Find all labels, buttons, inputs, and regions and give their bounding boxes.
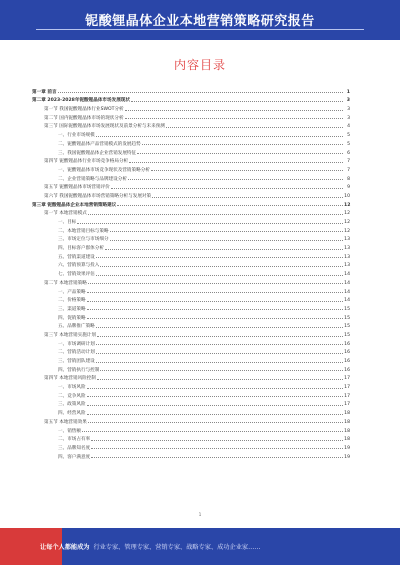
toc-entry-label: 五、营销渠道建设 xyxy=(58,254,95,260)
toc-entry-page: 5 xyxy=(347,141,350,147)
toc-entry-page: 3 xyxy=(347,115,350,121)
toc-leader-dots xyxy=(96,353,343,354)
toc-entry-label: 二、营销活动计划 xyxy=(58,350,95,356)
toc-entry-page: 12 xyxy=(344,202,351,208)
toc-entry[interactable] xyxy=(32,434,350,443)
toc-leader-dots xyxy=(151,170,343,171)
toc-entry-page: 14 xyxy=(344,272,350,278)
toc-entry-label: 一、行业市场规模 xyxy=(58,133,95,139)
toc-leader-dots xyxy=(129,162,343,163)
toc-leader-dots xyxy=(87,414,343,415)
toc-entry[interactable] xyxy=(32,251,350,260)
toc-leader-dots xyxy=(87,405,343,406)
toc-entry-label: 第六节 我国铌酸锂晶体市场营销策略分析与发展对策 xyxy=(44,193,152,199)
toc-entry[interactable] xyxy=(32,390,350,399)
toc-leader-dots xyxy=(88,214,343,215)
toc-entry[interactable] xyxy=(32,164,350,173)
toc-entry-label: 三、政策风险 xyxy=(58,402,86,408)
toc-entry[interactable] xyxy=(32,303,350,312)
toc-leader-dots xyxy=(96,344,343,345)
toc-entry-label: 四、促销策略 xyxy=(58,315,86,321)
toc-entry-page: 15 xyxy=(344,306,350,312)
toc-entry[interactable] xyxy=(32,86,350,95)
report-header-bar xyxy=(0,0,400,40)
toc-entry[interactable] xyxy=(32,95,350,104)
toc-entry[interactable] xyxy=(32,329,350,338)
toc-entry-label: 二、竞争风险 xyxy=(58,393,86,399)
toc-entry-page: 1 xyxy=(346,89,350,95)
toc-entry-page: 16 xyxy=(344,341,350,347)
toc-leader-dots xyxy=(58,92,343,93)
toc-leader-dots xyxy=(125,118,343,119)
toc-entry-label: 第二节 本地营销策略 xyxy=(44,280,87,286)
toc-entry-label: 第一节 我国铌酸锂晶体行业SWOT分析 xyxy=(44,107,124,113)
toc-entry-page: 16 xyxy=(344,359,350,364)
toc-entry-page: 17 xyxy=(344,402,350,408)
toc-entry[interactable] xyxy=(32,364,350,373)
toc-entry-page: 3 xyxy=(346,98,350,104)
toc-entry[interactable] xyxy=(32,260,350,269)
toc-entry-label: 六、营销预算与投入 xyxy=(58,263,100,269)
toc-entry-page: 16 xyxy=(344,350,350,356)
toc-entry-label: 第二章 2023-2028年铌酸锂晶体市场发展现状 xyxy=(32,98,130,104)
toc-entry[interactable] xyxy=(32,216,350,225)
toc-entry-label: 四、目标客户群体分析 xyxy=(58,246,104,252)
toc-entry-label: 二、铌酸锂晶体产品营销模式的发展趋势 xyxy=(58,141,141,147)
toc-leader-dots xyxy=(137,153,343,154)
toc-entry-label: 二、市场占有率 xyxy=(58,437,91,443)
toc-entry[interactable] xyxy=(32,147,350,156)
toc-entry-label: 第五节 本地营销效果 xyxy=(44,419,87,425)
toc-entry-page: 14 xyxy=(344,280,350,286)
toc-entry-label: 第五节 铌酸锂晶体市场营销评价 xyxy=(44,185,110,191)
toc-entry[interactable] xyxy=(32,286,350,295)
toc-entry-label: 一、市场调研计划 xyxy=(58,341,95,347)
toc-entry-label: 三、市场定位与市场细分 xyxy=(58,237,109,243)
toc-entry-page: 17 xyxy=(344,385,350,391)
toc-leader-dots xyxy=(87,388,343,389)
footer-slogan-roles: 行业专家、管理专家、营销专家、战略专家、成功企业家…… xyxy=(93,544,261,551)
toc-leader-dots xyxy=(87,301,343,302)
toc-leader-dots xyxy=(82,431,343,432)
toc-leader-dots xyxy=(87,396,343,397)
toc-leader-dots xyxy=(128,179,343,180)
toc-entry[interactable] xyxy=(32,312,350,321)
toc-leader-dots xyxy=(96,257,343,258)
toc-entry[interactable] xyxy=(32,347,350,356)
toc-leader-dots xyxy=(96,275,343,276)
toc-entry-page: 14 xyxy=(344,289,350,295)
toc-entry-label: 第三节 国际铌酸锂晶体市场发展现状及前景分析与未来预测 xyxy=(44,124,165,130)
toc-leader-dots xyxy=(91,448,343,449)
toc-entry[interactable] xyxy=(32,442,350,451)
toc-entry-page: 18 xyxy=(344,419,350,425)
toc-entry[interactable] xyxy=(32,129,350,138)
toc-entry[interactable] xyxy=(32,355,350,364)
toc-entry-label: 二、企业营销策略与品牌建设分析 xyxy=(58,176,127,182)
toc-entry[interactable] xyxy=(32,112,350,121)
toc-entry-label: 四、营销执行与控制 xyxy=(58,367,100,373)
toc-entry[interactable] xyxy=(32,121,350,130)
toc-entry[interactable] xyxy=(32,156,350,165)
toc-leader-dots xyxy=(110,240,343,241)
toc-entry-label: 三、品牌知名度 xyxy=(58,445,91,451)
toc-entry-label: 二、价格策略 xyxy=(58,298,86,304)
toc-entry-page: 18 xyxy=(344,437,350,443)
toc-entry[interactable] xyxy=(32,182,350,191)
toc-entry[interactable] xyxy=(32,234,350,243)
toc-entry-page: 7 xyxy=(347,159,350,165)
toc-leader-dots xyxy=(105,249,343,250)
footer-slogan xyxy=(40,542,261,551)
toc-entry-page: 15 xyxy=(344,324,350,330)
toc-entry-page: 3 xyxy=(347,107,350,113)
toc-entry-label: 第四节 铌酸锂晶体行业市场竞争格局分析 xyxy=(44,159,129,165)
toc-entry[interactable] xyxy=(32,199,350,208)
toc-leader-dots xyxy=(87,292,343,293)
report-title: 铌酸锂晶体企业本地营销策略研究报告 xyxy=(85,14,315,29)
toc-entry-page: 17 xyxy=(344,376,350,382)
toc-entry-label: 第一节 本地营销模式 xyxy=(44,211,87,217)
toc-leader-dots xyxy=(91,457,343,458)
toc-entry[interactable] xyxy=(32,242,350,251)
page-number: 1 xyxy=(198,512,202,517)
toc-entry[interactable] xyxy=(32,277,350,286)
toc-entry-page: 14 xyxy=(344,298,350,304)
toc-leader-dots xyxy=(97,379,343,380)
toc-entry-label: 四、经营风险 xyxy=(58,411,86,417)
toc-leader-dots xyxy=(125,110,343,111)
toc-leader-dots xyxy=(96,136,343,137)
header-divider xyxy=(36,29,364,30)
toc-entry[interactable] xyxy=(32,103,350,112)
toc-entry-page: 19 xyxy=(344,445,350,451)
footer-slogan-lead: 让每个人都能成为 xyxy=(40,544,90,551)
toc-entry-page: 16 xyxy=(344,367,350,373)
toc-leader-dots xyxy=(96,362,343,363)
toc-entry-label: 三、我国铌酸锂晶体企业营销发展特征 xyxy=(58,150,137,156)
toc-entry-label: 五、品牌推广策略 xyxy=(58,324,95,330)
toc-leader-dots xyxy=(152,197,343,198)
toc-entry-page: 13 xyxy=(344,246,350,252)
toc-leader-dots xyxy=(100,370,343,371)
toc-entry-label: 一、目标 xyxy=(58,220,77,225)
toc-entry-page: 13 xyxy=(344,237,350,243)
toc-entry-label: 第三章 铌酸锂晶体企业本地营销策略建议 xyxy=(32,202,117,208)
toc-entry[interactable] xyxy=(32,321,350,330)
toc-entry-page: 18 xyxy=(344,411,350,417)
toc-entry[interactable] xyxy=(32,407,350,416)
toc-entry-label: 第三节 本地营销实施计划 xyxy=(44,332,96,338)
toc-entry-page: 9 xyxy=(347,185,350,191)
toc-entry-label: 第四节 本地营销风险控制 xyxy=(44,376,96,382)
toc-leader-dots xyxy=(87,318,343,319)
toc-entry-page: 18 xyxy=(344,428,350,434)
toc-title: 内容目录 xyxy=(173,58,226,72)
toc-leader-dots xyxy=(111,188,343,189)
toc-leader-dots xyxy=(88,283,343,284)
toc-entry-page: 15 xyxy=(344,332,350,338)
toc-leader-dots xyxy=(77,223,343,224)
toc-leader-dots xyxy=(117,205,343,206)
toc-entry-page: 19 xyxy=(344,454,350,460)
toc-entry[interactable] xyxy=(32,338,350,347)
toc-leader-dots xyxy=(110,231,343,232)
toc-entry-page: 4 xyxy=(347,124,350,130)
toc-leader-dots xyxy=(142,144,343,145)
toc-entry-page: 15 xyxy=(344,315,350,321)
toc-entry-page: 12 xyxy=(344,220,350,225)
toc-entry-page: 13 xyxy=(344,254,350,260)
toc-entry-page: 10 xyxy=(344,193,350,199)
toc-entry-page: 12 xyxy=(344,211,350,217)
toc-entry-label: 一、铌酸锂晶体市场竞争现状及营销策略分析 xyxy=(58,167,150,173)
toc-entry-page: 12 xyxy=(344,228,350,234)
toc-entry-label: 第一章 前言 xyxy=(32,89,57,95)
toc-leader-dots xyxy=(91,440,343,441)
table-of-contents xyxy=(32,86,350,460)
toc-entry-label: 一、市场风险 xyxy=(58,385,86,391)
toc-entry-page: 13 xyxy=(344,263,350,269)
toc-entry[interactable] xyxy=(32,295,350,304)
toc-entry-label: 一、销售额 xyxy=(58,428,81,434)
toc-leader-dots xyxy=(88,422,343,423)
toc-entry-label: 三、营销团队建设 xyxy=(58,359,95,364)
toc-leader-dots xyxy=(131,101,343,102)
toc-entry-page: 6 xyxy=(347,150,350,156)
toc-entry[interactable] xyxy=(32,373,350,382)
toc-entry-page: 7 xyxy=(347,167,350,173)
toc-entry[interactable] xyxy=(32,138,350,147)
toc-entry-page: 8 xyxy=(347,176,350,182)
toc-entry-label: 三、渠道策略 xyxy=(58,306,86,312)
toc-leader-dots xyxy=(87,309,343,310)
toc-entry[interactable] xyxy=(32,416,350,425)
toc-leader-dots xyxy=(166,127,343,128)
toc-entry-page: 5 xyxy=(347,133,350,139)
toc-entry[interactable] xyxy=(32,381,350,390)
toc-entry[interactable] xyxy=(32,225,350,234)
toc-entry-label: 第二节 国内铌酸锂晶体市场的现状分析 xyxy=(44,115,124,121)
toc-entry[interactable] xyxy=(32,268,350,277)
toc-entry-label: 二、本地营销目标与策略 xyxy=(58,228,109,234)
toc-entry-label: 七、营销效果评估 xyxy=(58,272,95,278)
toc-leader-dots xyxy=(97,336,343,337)
toc-entry[interactable] xyxy=(32,208,350,217)
toc-entry-label: 四、客户满意度 xyxy=(58,454,91,460)
toc-entry[interactable] xyxy=(32,425,350,434)
toc-entry[interactable] xyxy=(32,190,350,199)
toc-entry-label: 一、产品策略 xyxy=(58,289,86,295)
toc-entry-page: 17 xyxy=(344,393,350,399)
toc-leader-dots xyxy=(96,327,343,328)
toc-entry[interactable] xyxy=(32,173,350,182)
toc-entry[interactable] xyxy=(32,399,350,408)
toc-leader-dots xyxy=(100,266,343,267)
toc-entry[interactable] xyxy=(32,451,350,460)
